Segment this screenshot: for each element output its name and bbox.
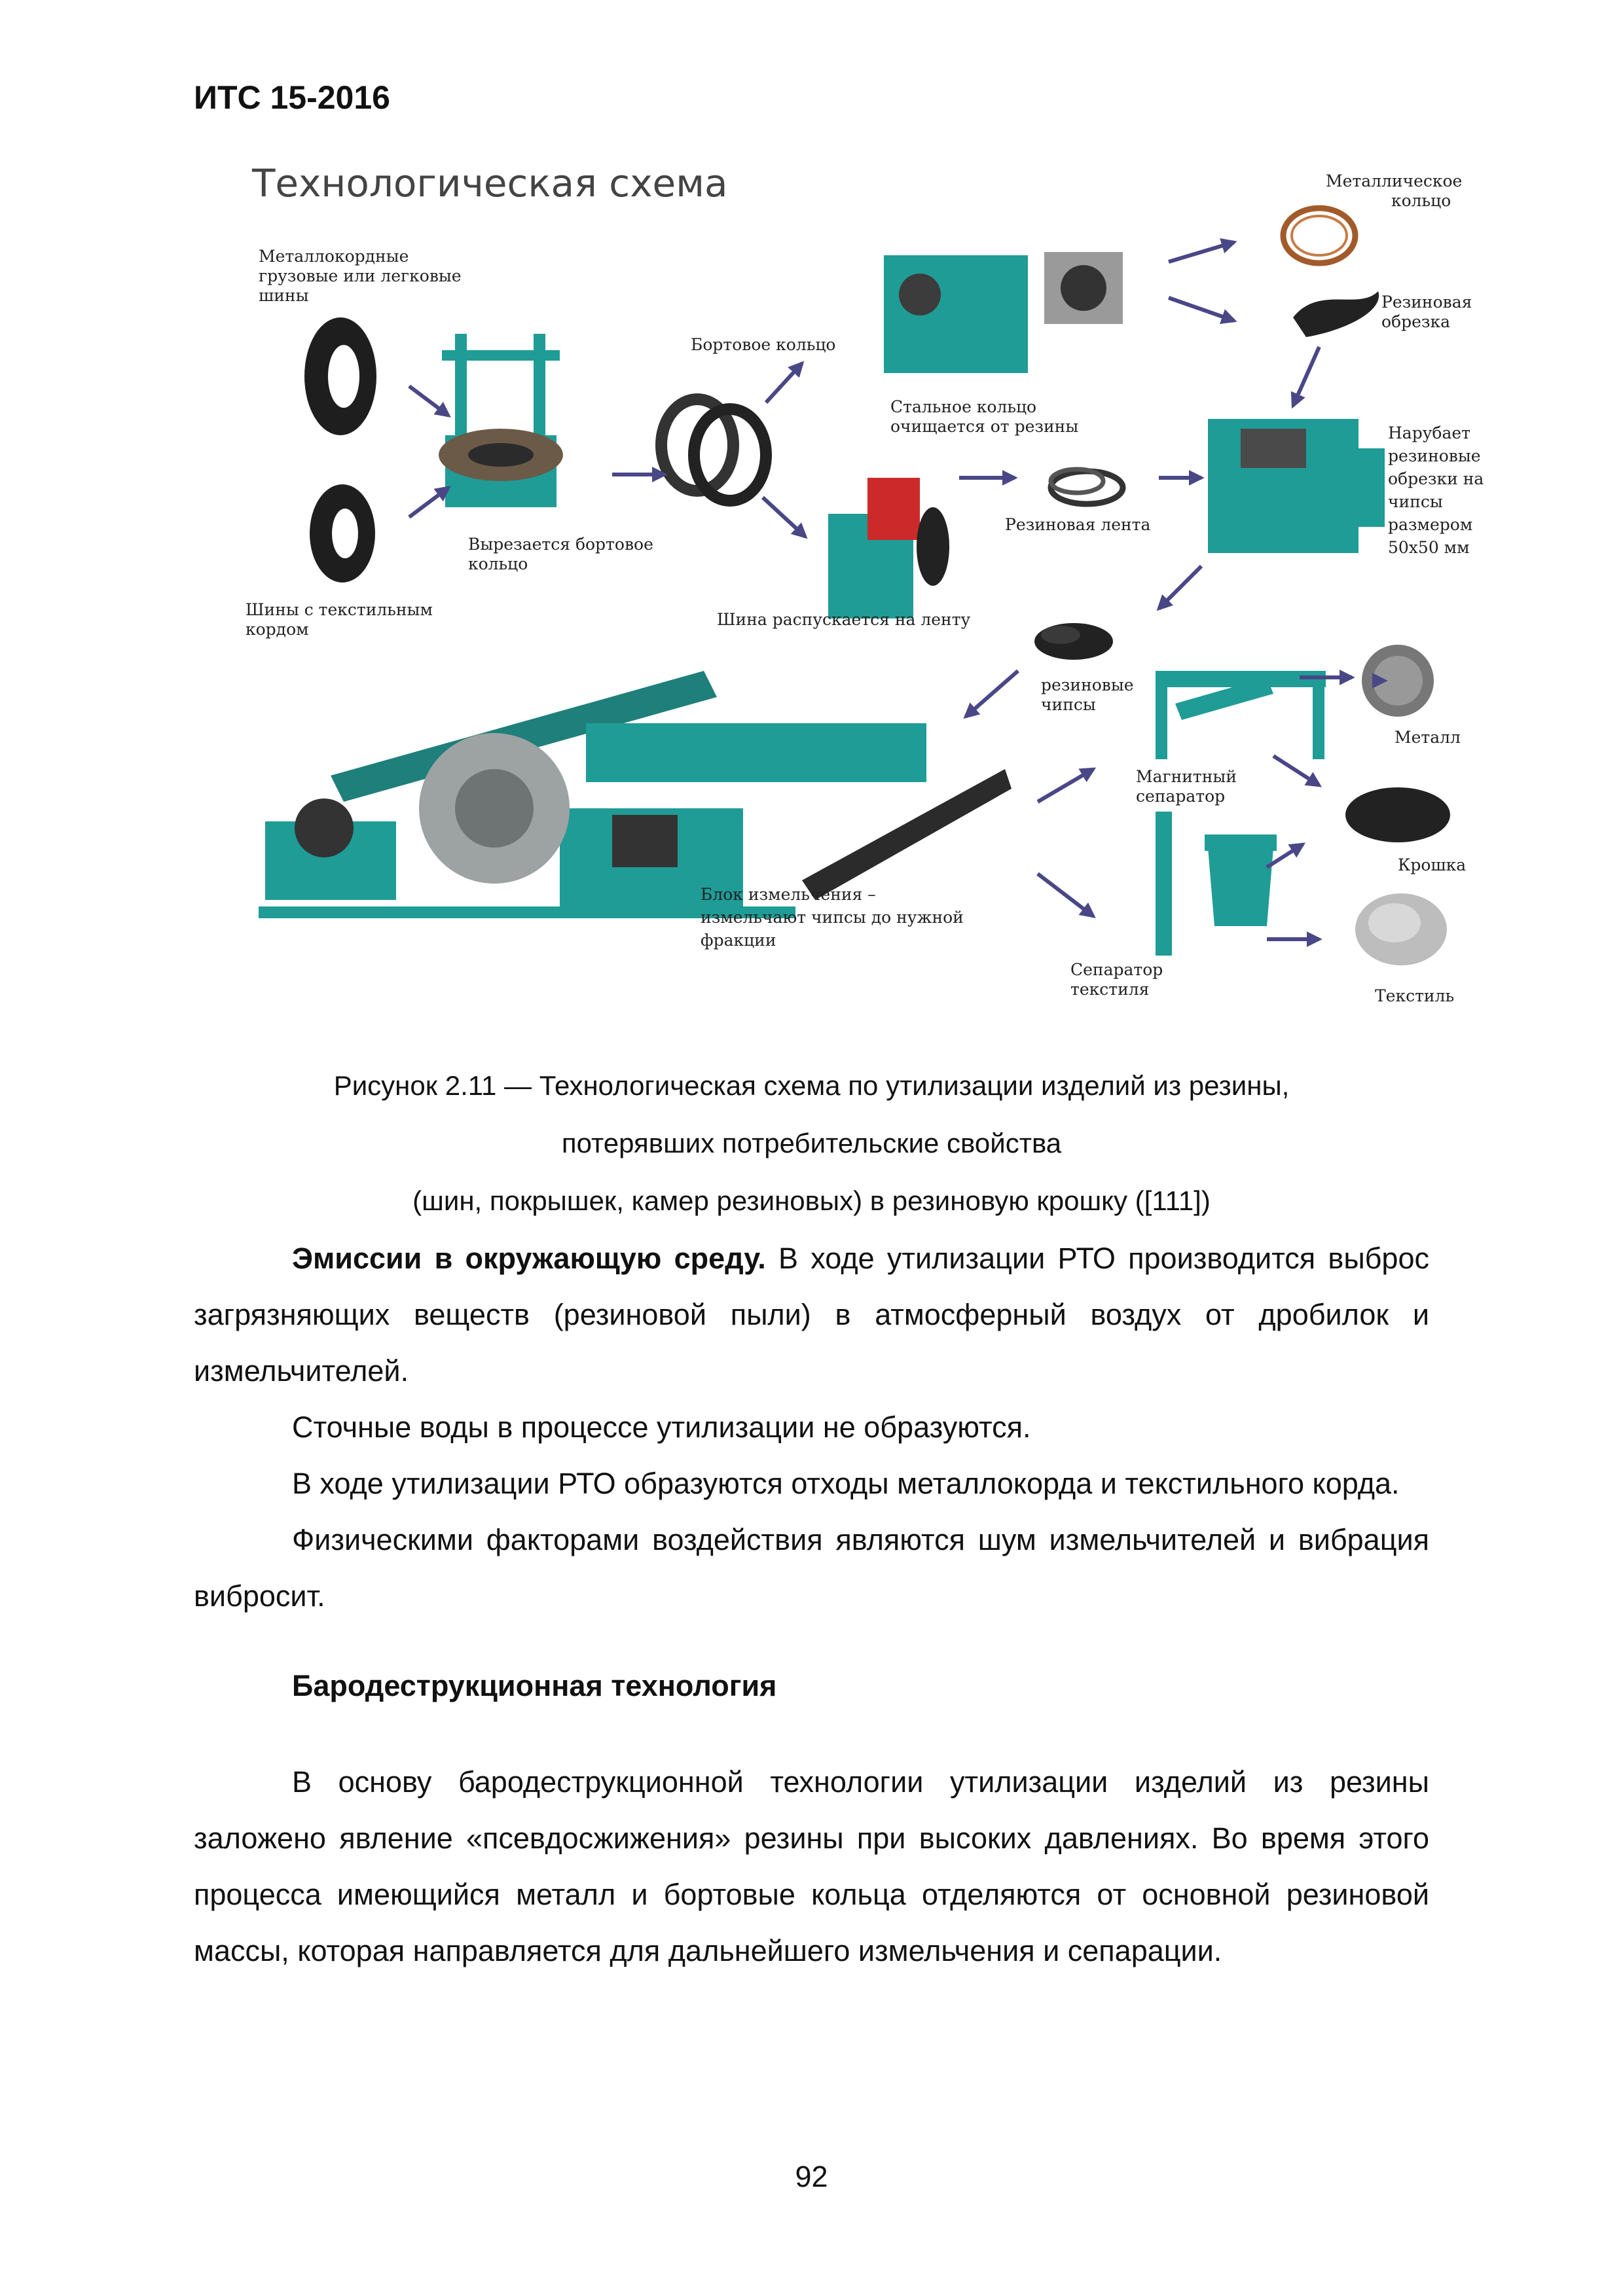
rubber-strip-icon <box>1051 469 1123 504</box>
chopper-machine-icon <box>1208 419 1385 553</box>
label-crumb: Крошка <box>1398 855 1467 874</box>
metal-ring-icon <box>1283 208 1355 263</box>
ring-cleaner-machine-icon <box>884 252 1123 373</box>
label-bead-cut: Вырезается бортовое кольцо <box>468 535 653 573</box>
bead-ring-icon <box>661 399 766 501</box>
emissions-section <box>194 1230 1429 1624</box>
label-textile-tires: Шины с текстильным кордом <box>246 600 433 639</box>
label-tire-to-strip: Шина распускается на ленту <box>717 610 971 629</box>
bead-cutter-machine-icon <box>439 334 563 507</box>
label-chips: резиновые чипсы <box>1041 675 1134 714</box>
figure-caption <box>194 1057 1429 1230</box>
label-metal-tires: Металлокордные грузовые или легковые шины <box>259 247 462 305</box>
section-heading: Бародеструкционная технология <box>292 1669 777 1702</box>
label-magnetic-sep: Магнитный сепаратор <box>1136 767 1237 806</box>
caption-line: потерявших потребительские свойства <box>561 1128 1062 1158</box>
diagram-title: Технологическая схема <box>252 161 728 206</box>
shredder-block-icon <box>259 671 1012 918</box>
page-number: 92 <box>795 2160 828 2193</box>
caption-line: Рисунок 2.11 — Технологическая схема по утилизации изделий из резины, <box>333 1070 1290 1101</box>
magnetic-separator-icon <box>1156 671 1326 759</box>
label-rubber-trim: Резиновая обрезка <box>1381 293 1472 331</box>
paragraph-waste: В ходе утилизации РТО образуются отходы металлокорда и текстильного корда. <box>292 1467 1400 1500</box>
label-chopper: Нарубает резиновые обрезки на чипсы размером 50х50 мм <box>1388 423 1484 557</box>
rubber-trim-icon <box>1293 291 1379 337</box>
paragraph-wastewater: Сточные воды в процессе утилизации не образуются. <box>292 1410 1031 1444</box>
label-rubber-strip: Резиновая лента <box>1005 515 1151 534</box>
textile-output-icon <box>1355 893 1447 965</box>
paragraph-emissions <box>194 1230 1429 1399</box>
strip-cutter-machine-icon <box>828 478 949 619</box>
barodestruction-section <box>194 1754 1429 1979</box>
caption-line: (шин, покрышек, камер резиновых) в резиновую крошку ([111]) <box>412 1185 1211 1216</box>
metal-output-icon <box>1362 645 1434 717</box>
paragraph-physical-factors: Физическими факторами воздействия являются шум измельчителей и вибрация вибросит. <box>194 1523 1429 1613</box>
label-textile: Текстиль <box>1375 986 1455 1005</box>
label-metal-ring: Металлическое кольцо <box>1326 171 1463 210</box>
paragraph-barodestruction: В основу бародеструкционной технологии утилизации изделий из резины заложено явление «псевдосжижения» резины при высоких давлениях. Во время этого процесса имеющийся металл и бортовые кольца отделяются от основной резиновой массы, которая направляется для дальнейшего измельчения и сепарации. <box>194 1765 1429 1967</box>
document-header: ИТС 15-2016 <box>194 79 390 116</box>
metal-tire-icon <box>304 317 376 435</box>
textile-separator-icon <box>1156 812 1277 956</box>
emissions-heading: Эмиссии в окружающую среду. <box>292 1242 766 1275</box>
label-bead-ring: Бортовое кольцо <box>691 335 836 354</box>
textile-tire-icon <box>310 484 375 583</box>
emissions-text: В ходе утилизации РТО производится выброс загрязняющих веществ (резиновой пыли) в атмосферный воздух от дробилок и измельчителей. <box>194 1242 1429 1388</box>
rubber-chips-icon <box>1034 623 1113 660</box>
process-diagram <box>246 154 1489 1031</box>
label-steel-ring-clean: Стальное кольцо очищается от резины <box>890 397 1079 436</box>
label-shredder: Блок измельчения – измельчают чипсы до нужной фракции <box>701 885 964 950</box>
crumb-output-icon <box>1345 787 1450 842</box>
label-metal: Металл <box>1395 728 1461 747</box>
label-textile-sep: Сепаратор текстиля <box>1070 960 1163 999</box>
